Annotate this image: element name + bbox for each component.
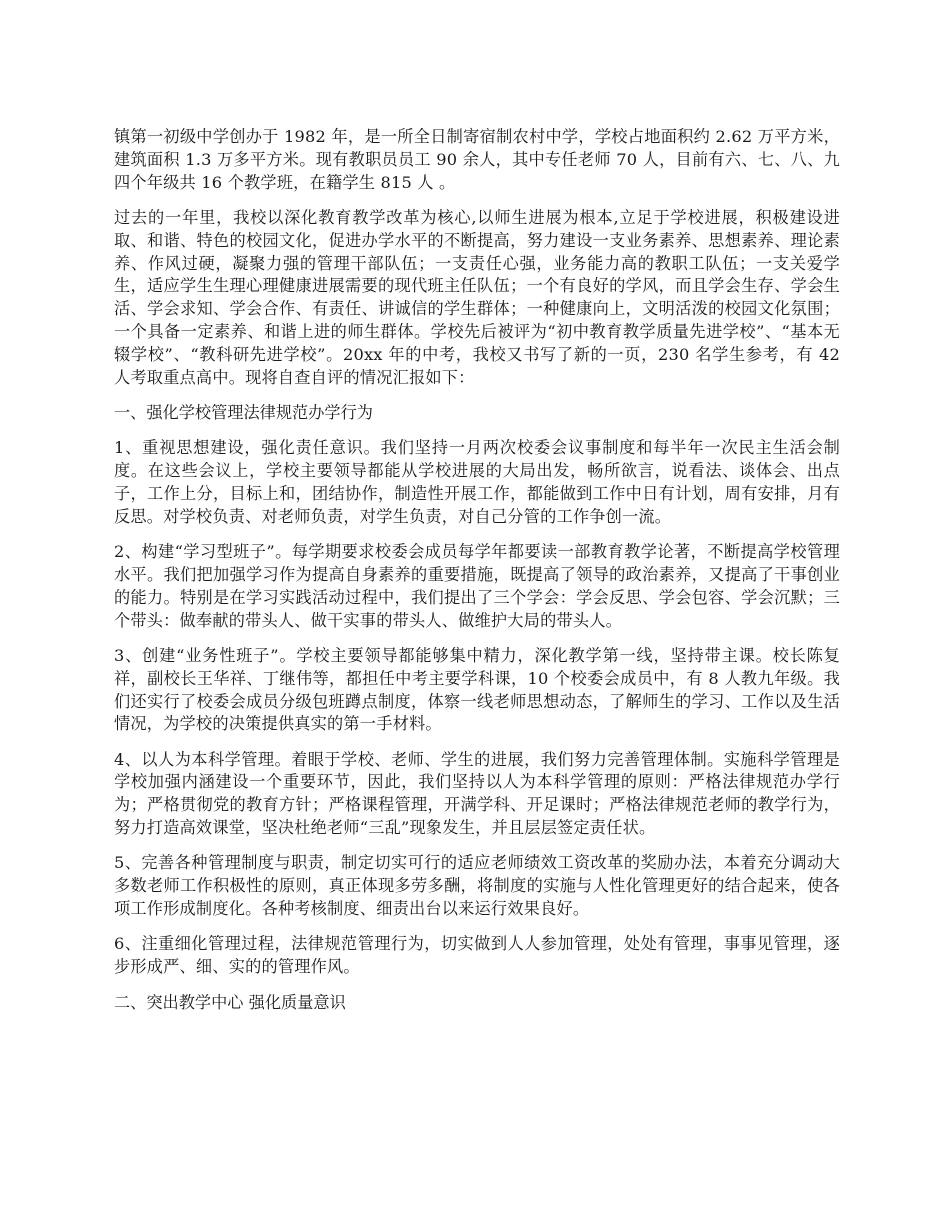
item-paragraph-4: 4、以人为本科学管理。着眼于学校、老师、学生的进展，我们努力完善管理体制。实施科学管理是学校加强内涵建设一个重要环节，因此，我们坚持以人为本科学管理的原则：严格法律规范办学行为；严格贯彻党的教育方针；严格课程管理，开满学科、开足课时；严格法律规范老师的教学行为，努力打造高效课堂，坚决杜绝老师“三乱”现象发生，并且层层签定责任状。 [114, 749, 840, 838]
item-paragraph-1: 1、重视思想建设，强化责任意识。我们坚持一月两次校委会议事制度和每半年一次民主生活会制度。在这些会议上，学校主要领导都能从学校进展的大局出发，畅所欲言，说看法、谈体会、出点子，工作上分，目标上和，团结协作，制造性开展工作，都能做到工作中日有计划，周有安排，月有反思。对学校负责、对老师负责，对学生负责，对自己分管的工作争创一流。 [114, 438, 840, 526]
item-paragraph-6: 6、注重细化管理过程，法律规范管理行为，切实做到人人参加管理，处处有管理，事事见管理，逐步形成严、细、实的的管理作风。 [114, 934, 840, 977]
item-paragraph-5: 5、完善各种管理制度与职责，制定切实可行的适应老师绩效工资改革的奖励办法，本着充分调动大多数老师工作积极性的原则，真正体现多劳多酬，将制度的实施与人性化管理更好的结合起来，使各项工作形成制度化。各种考核制度、细责出台以来运行效果良好。 [114, 853, 840, 919]
document-body [114, 126, 840, 1027]
section-heading-2: 二、突出教学中心 强化质量意识 [114, 992, 346, 1012]
item-paragraph-2: 2、构建“学习型班子”。每学期要求校委会成员每学年都要读一部教育教学论著，不断提高学校管理水平。我们把加强学习作为提高自身素养的重要措施，既提高了领导的政治素养，又提高了干事创业的能力。特别是在学习实践活动过程中，我们提出了三个学会：学会反思、学会包容、学会沉默；三个带头：做奉献的带头人、做干实事的带头人、做维护大局的带头人。 [114, 542, 840, 630]
intro-paragraph: 镇第一初级中学创办于 1982 年，是一所全日制寄宿制农村中学，学校占地面积约 2.62 万平方米，建筑面积 1.3 万多平方米。现有教职员员工 90 余人，其中专任老师 70 人，目前有六、七、八、九四个年级共 16 个教学班，在籍学生 815 人 。 [114, 127, 840, 192]
summary-paragraph: 过去的一年里，我校以深化教育教学改革为核心,以师生进展为根本,立足于学校进展，积极建设进取、和谐、特色的校园文化，促进办学水平的不断提高，努力建设一支业务素养、思想素养、理论素养、作风过硬，凝聚力强的管理干部队伍；一支责任心强，业务能力高的教职工队伍；一支关爱学生，适应学生生理心理健康进展需要的现代班主任队伍；一个有良好的学风，而且学会生存、学会生活、学会求知、学会合作、有责任、讲诚信的学生群体；一种健康向上，文明活泼的校园文化氛围；一个具备一定素养、和谐上进的师生群体。学校先后被评为“初中教育教学质量先进学校”、“基本无辍学校”、“教科研先进学校”。20xx 年的中考，我校又书写了新的一页，230 名学生参考，有 42 人考取重点高中。现将自查自评的情况汇报如下： [114, 207, 840, 387]
section-heading-1: 一、强化学校管理法律规范办学行为 [114, 402, 373, 422]
item-paragraph-3: 3、创建“业务性班子”。学校主要领导都能够集中精力，深化教学第一线，坚持带主课。校长陈复祥，副校长王华祥、丁继伟等，都担任中考主要学科课，10 个校委会成员中，有 8 人教九年级。我们还实行了校委会成员分级包班蹲点制度，体察一线老师思想动态，了解师生的学习、工作以及生活情况，为学校的决策提供真实的第一手材料。 [114, 645, 840, 734]
